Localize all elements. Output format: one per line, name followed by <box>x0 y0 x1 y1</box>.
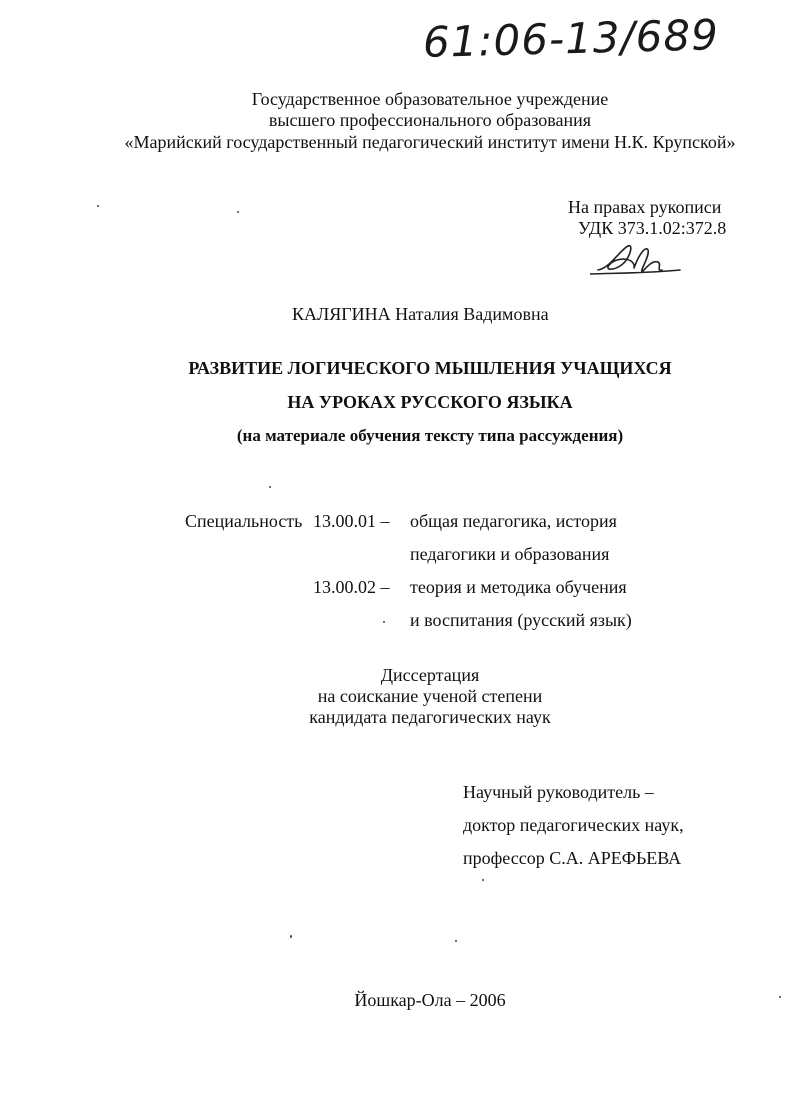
scan-speck <box>290 935 292 938</box>
scan-speck <box>383 621 385 623</box>
specialty-code-1: 13.00.01 – <box>313 511 390 531</box>
city-year: Йошкар-Ола – 2006 <box>354 990 506 1010</box>
scan-speck <box>237 211 239 213</box>
specialty-desc-2-line-1: теория и методика обучения <box>410 577 627 597</box>
scan-speck <box>482 879 484 881</box>
specialty-label: Специальность <box>185 511 303 531</box>
manuscript-rights-label: На правах рукописи <box>568 197 722 217</box>
supervisor-line-3: профессор С.А. АРЕФЬЕВА <box>463 848 682 868</box>
dissertation-line-3: кандидата педагогических наук <box>309 707 551 727</box>
specialty-code-2: 13.00.02 – <box>313 577 390 597</box>
dissertation-line-2: на соискание ученой степени <box>317 686 543 706</box>
institution-line-2: высшего профессионального образования <box>268 110 592 130</box>
institution-line-3: «Марийский государственный педагогический институт имени Н.К. Крупской» <box>124 132 736 152</box>
scan-speck <box>779 996 781 998</box>
supervisor-line-1: Научный руководитель – <box>463 782 654 802</box>
author-name: КАЛЯГИНА Наталия Вадимовна <box>292 304 549 324</box>
thesis-subtitle: (на материале обучения тексту типа рассуждения) <box>236 426 624 445</box>
institution-line-1: Государственное образовательное учреждение <box>251 89 609 109</box>
dissertation-line-1: Диссертация <box>380 665 480 685</box>
specialty-desc-1-line-2: педагогики и образования <box>410 544 610 564</box>
specialty-desc-2-line-2: и воспитания (русский язык) <box>410 610 632 630</box>
scan-speck <box>269 486 271 488</box>
specialty-desc-1-line-1: общая педагогика, история <box>410 511 617 531</box>
thesis-title-line-2: НА УРОКАХ РУССКОГО ЯЗЫКА <box>287 392 573 412</box>
scan-speck <box>455 940 457 942</box>
udk-code: УДК 373.1.02:372.8 <box>578 218 727 238</box>
signature-icon <box>590 240 690 280</box>
thesis-title-line-1: РАЗВИТИЕ ЛОГИЧЕСКОГО МЫШЛЕНИЯ УЧАЩИХСЯ <box>188 358 672 378</box>
supervisor-line-2: доктор педагогических наук, <box>463 815 684 835</box>
manuscript-rights-block <box>568 197 726 239</box>
handwritten-archive-number: 61:06-13/689 <box>422 10 720 67</box>
scan-speck <box>97 205 99 207</box>
